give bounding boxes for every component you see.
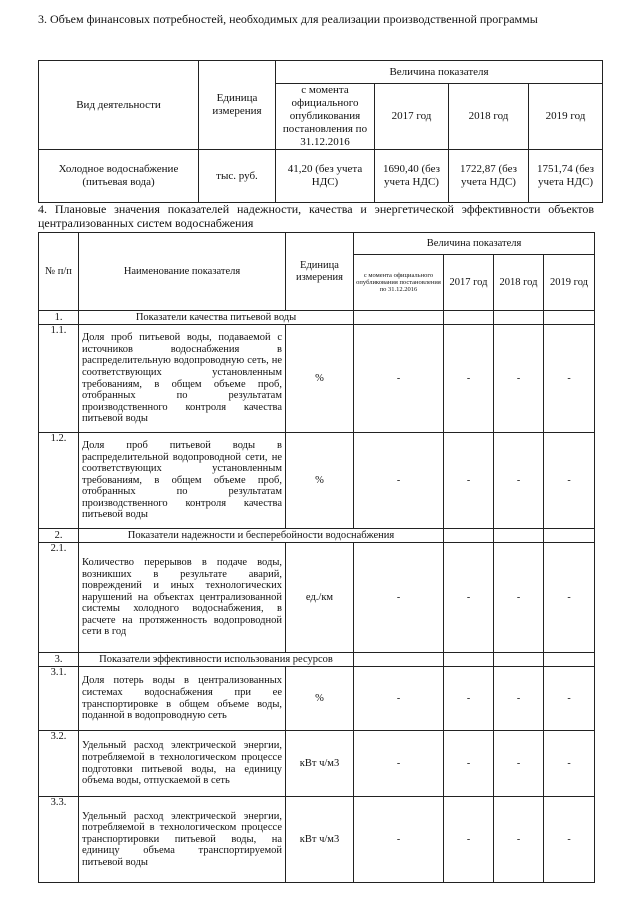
row-value-2018: 1722,87 (без учета НДС): [449, 150, 529, 203]
value-2018: -: [494, 797, 544, 883]
value-2019: -: [544, 433, 595, 529]
header-2019: 2019 год: [544, 255, 595, 311]
table-row: [39, 433, 595, 529]
indicators-table: [38, 232, 595, 883]
group-row: [39, 311, 595, 325]
value-2019: -: [544, 325, 595, 433]
group-number: 3.: [39, 653, 79, 667]
indicator-name: Количество перерывов в подаче воды, возникших в результате аварий, повреждений и иных технологических нарушений на объектах централизованной системы холодного водоснабжения, в расчете на протяженность водопроводной сети в год: [79, 543, 286, 653]
value-2018: -: [494, 325, 544, 433]
row-number: 3.1.: [39, 667, 79, 731]
value-from: -: [354, 543, 444, 653]
table-row: [39, 325, 595, 433]
indicator-name: Доля проб питьевой воды в распределительной водопроводной сети, не соответствующих установленным требованиям, в общем объеме проб, отобранных по результатам производственного контроля качества питьевой воды: [79, 433, 286, 529]
header-from-date: с момента официального опубликования постановления по 31.12.2016: [276, 84, 375, 150]
section4-heading: 4. Плановые значения показателей надежности, качества и энергетической эффективности объектов централизованных систем водоснабжения: [38, 202, 594, 230]
row-number: 3.3.: [39, 797, 79, 883]
header-from-date: с момента официального опубликования постановления по 31.12.2016: [354, 255, 444, 311]
table-row: [39, 667, 595, 731]
table-row: [39, 797, 595, 883]
value-2019: -: [544, 797, 595, 883]
row-value-2017: 1690,40 (без учета НДС): [375, 150, 449, 203]
value-2018: -: [494, 667, 544, 731]
row-number: 2.1.: [39, 543, 79, 653]
header-2017: 2017 год: [375, 84, 449, 150]
financial-needs-table: [38, 60, 603, 203]
value-from: -: [354, 731, 444, 797]
value-2019: -: [544, 731, 595, 797]
value-from: -: [354, 797, 444, 883]
header-unit: Единица измерения: [286, 233, 354, 311]
indicator-unit: %: [286, 433, 354, 529]
value-2017: -: [444, 543, 494, 653]
group-row: [39, 653, 595, 667]
header-2018: 2018 год: [494, 255, 544, 311]
row-value-2019: 1751,74 (без учета НДС): [529, 150, 603, 203]
group-number: 2.: [39, 529, 79, 543]
indicator-name: Удельный расход электрической энергии, потребляемой в технологическом процессе подготовки питьевой воды, на единицу объема воды, отпускаемой в сеть: [79, 731, 286, 797]
row-number: 3.2.: [39, 731, 79, 797]
value-2018: -: [494, 543, 544, 653]
value-2017: -: [444, 797, 494, 883]
indicator-unit: кВт ч/м3: [286, 731, 354, 797]
group-title: Показатели качества питьевой воды: [79, 311, 354, 325]
row-value-from: 41,20 (без учета НДС): [276, 150, 375, 203]
header-name: Наименование показателя: [79, 233, 286, 311]
table-row: [39, 731, 595, 797]
row-unit: тыс. руб.: [199, 150, 276, 203]
header-value: Величина показателя: [276, 61, 603, 84]
group-title: Показатели эффективности использования ресурсов: [79, 653, 354, 667]
value-2017: -: [444, 433, 494, 529]
indicator-unit: кВт ч/м3: [286, 797, 354, 883]
section3-heading: 3. Объем финансовых потребностей, необходимых для реализации производственной программы: [38, 12, 538, 26]
value-from: -: [354, 433, 444, 529]
value-2017: -: [444, 731, 494, 797]
group-title: Показатели надежности и бесперебойности водоснабжения: [79, 529, 444, 543]
value-2018: -: [494, 433, 544, 529]
value-2019: -: [544, 543, 595, 653]
value-from: -: [354, 325, 444, 433]
row-activity: Холодное водоснабжение (питьевая вода): [39, 150, 199, 203]
group-row: [39, 529, 595, 543]
value-2017: -: [444, 325, 494, 433]
indicator-unit: ед./км: [286, 543, 354, 653]
indicator-unit: %: [286, 667, 354, 731]
header-2017: 2017 год: [444, 255, 494, 311]
table-row: [39, 543, 595, 653]
group-number: 1.: [39, 311, 79, 325]
indicator-name: Доля проб питьевой воды, подаваемой с источников водоснабжения в распределительную водопроводную сеть, не соответствующих установленным требованиям, в общем объеме проб, отобранных по результатам производственного контроля качества питьевой воды: [79, 325, 286, 433]
header-number: № п/п: [39, 233, 79, 311]
header-value: Величина показателя: [354, 233, 595, 255]
header-2018: 2018 год: [449, 84, 529, 150]
header-2019: 2019 год: [529, 84, 603, 150]
indicator-name: Доля потерь воды в централизованных системах водоснабжения при ее транспортировке в общем объеме воды, поданной в водопроводную сеть: [79, 667, 286, 731]
header-activity: Вид деятельности: [39, 61, 199, 150]
value-from: -: [354, 667, 444, 731]
value-2017: -: [444, 667, 494, 731]
row-number: 1.2.: [39, 433, 79, 529]
value-2019: -: [544, 667, 595, 731]
indicator-name: Удельный расход электрической энергии, потребляемой в технологическом процессе транспортировки питьевой воды, на единицу объема транспортируемой питьевой воды: [79, 797, 286, 883]
header-unit: Единица измерения: [199, 61, 276, 150]
indicator-unit: %: [286, 325, 354, 433]
row-number: 1.1.: [39, 325, 79, 433]
value-2018: -: [494, 731, 544, 797]
